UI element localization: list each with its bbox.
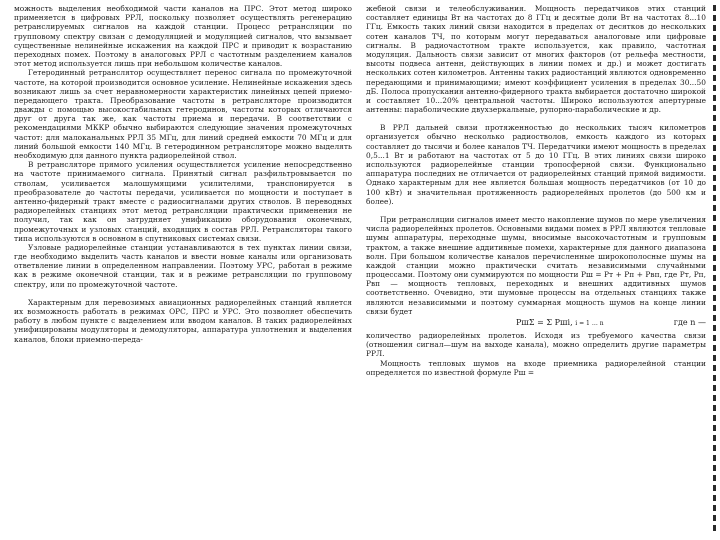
paragraph: В РРЛ дальней связи протяженностью до нескольких тысяч километров организуется обычно несколько радиостволов, емкость каждого из которых составляет до тысячи и более каналов ТЧ. Передатчики имеют мощность в пределах 0,5...1 Вт и работают на частотах от 5 до 10 ГГц. В этих линиях связи широко используются радиорелейные станции тропосферной связи. Функционально аппаратура последних не отличается от радиорелейных станций прямой видимости. Однако характерным для нее является большая мощность передатчиков (от 10 до 100 кВт) и значительная протяженность радиорелейных пролетов (до 500 км и более). [366, 123, 706, 206]
paragraph: Характерным для перевозимых авиационных радиорелейных станций является их возможность работать в режимах ОРС, ПРС и УРС. Это позволяет обеспечить работу в любом пункте с выделением или вводом каналов. В таких радиорелейных унифицированы модуляторы и демодуляторы, аппаратура уплотнения и выделения каналов, блоки приемно-переда- [14, 297, 352, 344]
formula-expression: PшΣ = Σ Pшi, [516, 318, 573, 327]
paragraph: жебной связи и телеобслуживания. Мощность передатчиков этих станций составляет единицы Вт на частотах до 8 ГГц и десятые доли Вт на частотах 8...10 ГГц. Емкость таких линий связи находится в пределах от десятков до нескольких сотен каналов ТЧ, по которым могут передаваться аналоговые или цифровые сигналы. В радиочастотном тракте используется, как правило, частотная модуляция. Дальность связи зависит от многих факторов (от рельефа местности, высоты подвеса антенн, действующих в линии помех и др.) и может достигать нескольких сотен километров. Антенны таких радиостанций являются одновременно передающими и принимающими; имеют коэффициент усиления в пределах 30...50 дБ. Полоса пропускания антенно-фидерного тракта выбирается достаточно широкой и составляет 10...20% центральной частоты. Широко используются апертурные антенны: параболические двухзеркальные, рупорно-параболические и др. [366, 4, 706, 115]
paragraph: Гетеродинный ретранслятор осуществляет перенос сигнала по промежуточной частоте, на которой производится основное усиление. Нелинейные искажения здесь возникают лишь за счет неравномерности характеристик линейных цепей приемо-передающего тракта. Преобразование частоты в ретрансляторе производится дважды с помощью высокостабильных гетеродинов, частоты которых отличаются друг от друга так же, как частоты приема и передачи. В соответствии с рекомендациями МККР обычно выбираются следующие значения промежуточных частот: для малоканальных РРЛ 35 МГц, для линий средней емкости 70 МГц и для линий большой емкости 140 МГц. В гетеродинном ретрансляторе можно выделять необходимую для данного пункта радиорелейной ствол. [14, 68, 352, 160]
paragraph: можность выделения необходимой части каналов на ПРС. Этот метод широко применяется в цифровых РРЛ, поскольку позволяет осуществлять регенерацию ретранслируемых сигналов на каждой станции. Процесс ретрансляции по групповому спектру связан с демодуляцией и модуляцией сигналов, что вызывает существенные нелинейные искажения на каждой ПРС и приводит к возрастанию переходных помех. Поэтому в аналоговых РРЛ с частотным разделением каналов этот метод используется лишь при небольшом количестве каналов. [14, 4, 352, 69]
left-text-column [14, 4, 352, 344]
formula-limits: i = 1 … n [575, 320, 604, 327]
right-text-column [366, 4, 706, 377]
paragraph: Узловые радиорелейные станции устанавливаются в тех пунктах линии связи, где необходимо выделить часть каналов и ввести новые каналы или организовать ответвление линии в определенном направлении. Поэтому УРС, работая в режиме как в режиме оконечной станции, так и в режиме ретрансляции по групповому спектру, или по промежуточной частоте. [14, 242, 352, 289]
paragraph: Мощность тепловых шумов на входе приемника радиорелейной станции определяется по известной формуле Pш = [366, 358, 706, 377]
formula-tail: где n — [673, 318, 706, 327]
paragraph: В ретрансляторе прямого усиления осуществляется усиление непосредственно на частоте принимаемого сигнала. Принятый сигнал разфильтровывается по стволам, усиливается малошумящими усилителями, транспонируется в преобразователе до частоты передачи, усиливается по мощности и поступает в антенно-фидерный тракт вместе с радиосигналами других стволов. В переводных радиорелейных станциях этот метод ретрансляции практически применения не получил, так как он затрудняет унификацию оборудования оконечных, промежуточных и узловых станций, входящих в состав РРЛ. Ретрансляторы такого типа используются в основном в спутниковых системах связи. [14, 160, 352, 243]
paragraph: При ретрансляции сигналов имеет место накопление шумов по мере увеличения числа радиорелейных пролетов. Основными видами помех в РРЛ являются тепловые шумы аппаратуры, переходные шумы, вносимые высокочастотным и групповым трактом, а также внешние аддитивные помехи, характерные для данного диапазона волн. При большом количестве каналов перечисленные широкополосные шумы на каждой станции можно практически считать независимыми случайными процессами. Поэтому они суммируются по мощности Pш = Pт + Pп + Pвп, где Pт, Pп, Pвп — мощность тепловых, переходных и внешних аддитивных шумов соответственно. Очевидно, эти шумовые процессы на отдельных станциях также являются независимыми и поэтому суммарная мощность шумов на конце линии связи будет [366, 214, 706, 316]
page-edge-marks [713, 5, 716, 535]
noise-sum-formula [366, 317, 706, 330]
paragraph: количество радиорелейных пролетов. Исходя из требуемого качества связи (отношения сигнал—шум на выходе канала), можно определить другие параметры РРЛ. [366, 331, 706, 359]
